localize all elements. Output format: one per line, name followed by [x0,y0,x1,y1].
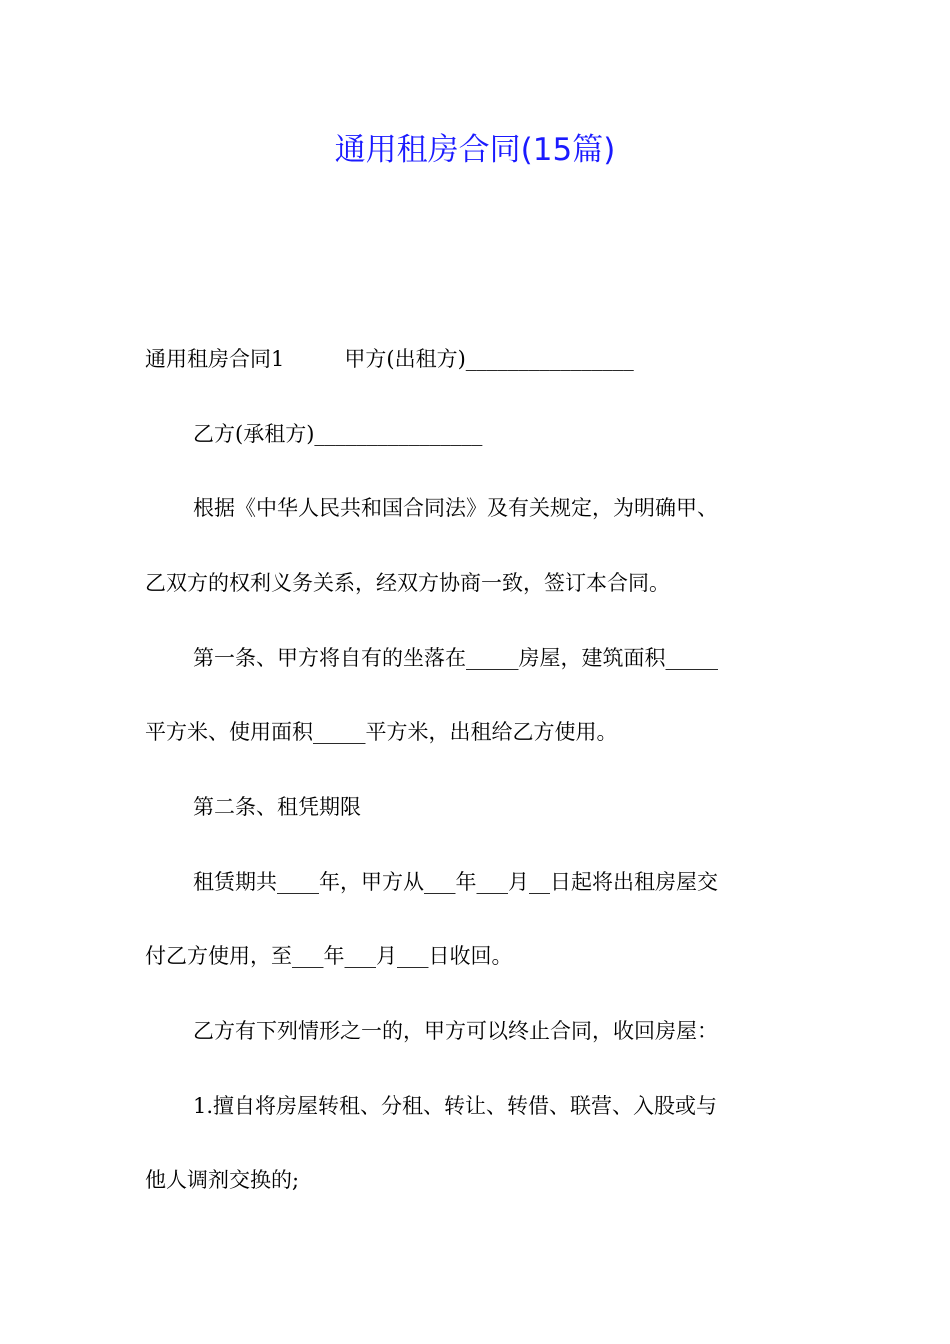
list-item-line: 1.擅自将房屋转租、分租、转让、转借、联营、入股或与 [193,1094,718,1118]
document-title: 通用租房合同(15篇) [334,132,616,168]
lease-term-line: 租赁期共____年，甲方从___年___月__日起将出租房屋交 [193,870,718,894]
article-one-line: 第一条、甲方将自有的坐落在_____房屋，建筑面积_____ [193,646,718,670]
paragraph-line: 根据《中华人民共和国合同法》及有关规定，为明确甲、 [193,496,718,520]
paragraph-line: 乙双方的权利义务关系，经双方协商一致，签订本合同。 [145,571,670,595]
party-a-field: 甲方(出租方)________________ [344,347,634,371]
party-b-field: 乙方(承租方)________________ [193,422,483,446]
paragraph-line: 平方米、使用面积_____平方米，出租给乙方使用。 [145,720,618,744]
contract-heading-line [145,344,634,374]
contract-number-label: 通用租房合同1 [145,347,285,371]
paragraph-line: 他人调剂交换的; [145,1168,300,1192]
paragraph-line: 付乙方使用，至___年___月___日收回。 [145,944,513,968]
termination-clause-line: 乙方有下列情形之一的，甲方可以终止合同，收回房屋： [193,1019,718,1043]
article-two-heading: 第二条、租凭期限 [193,795,361,819]
